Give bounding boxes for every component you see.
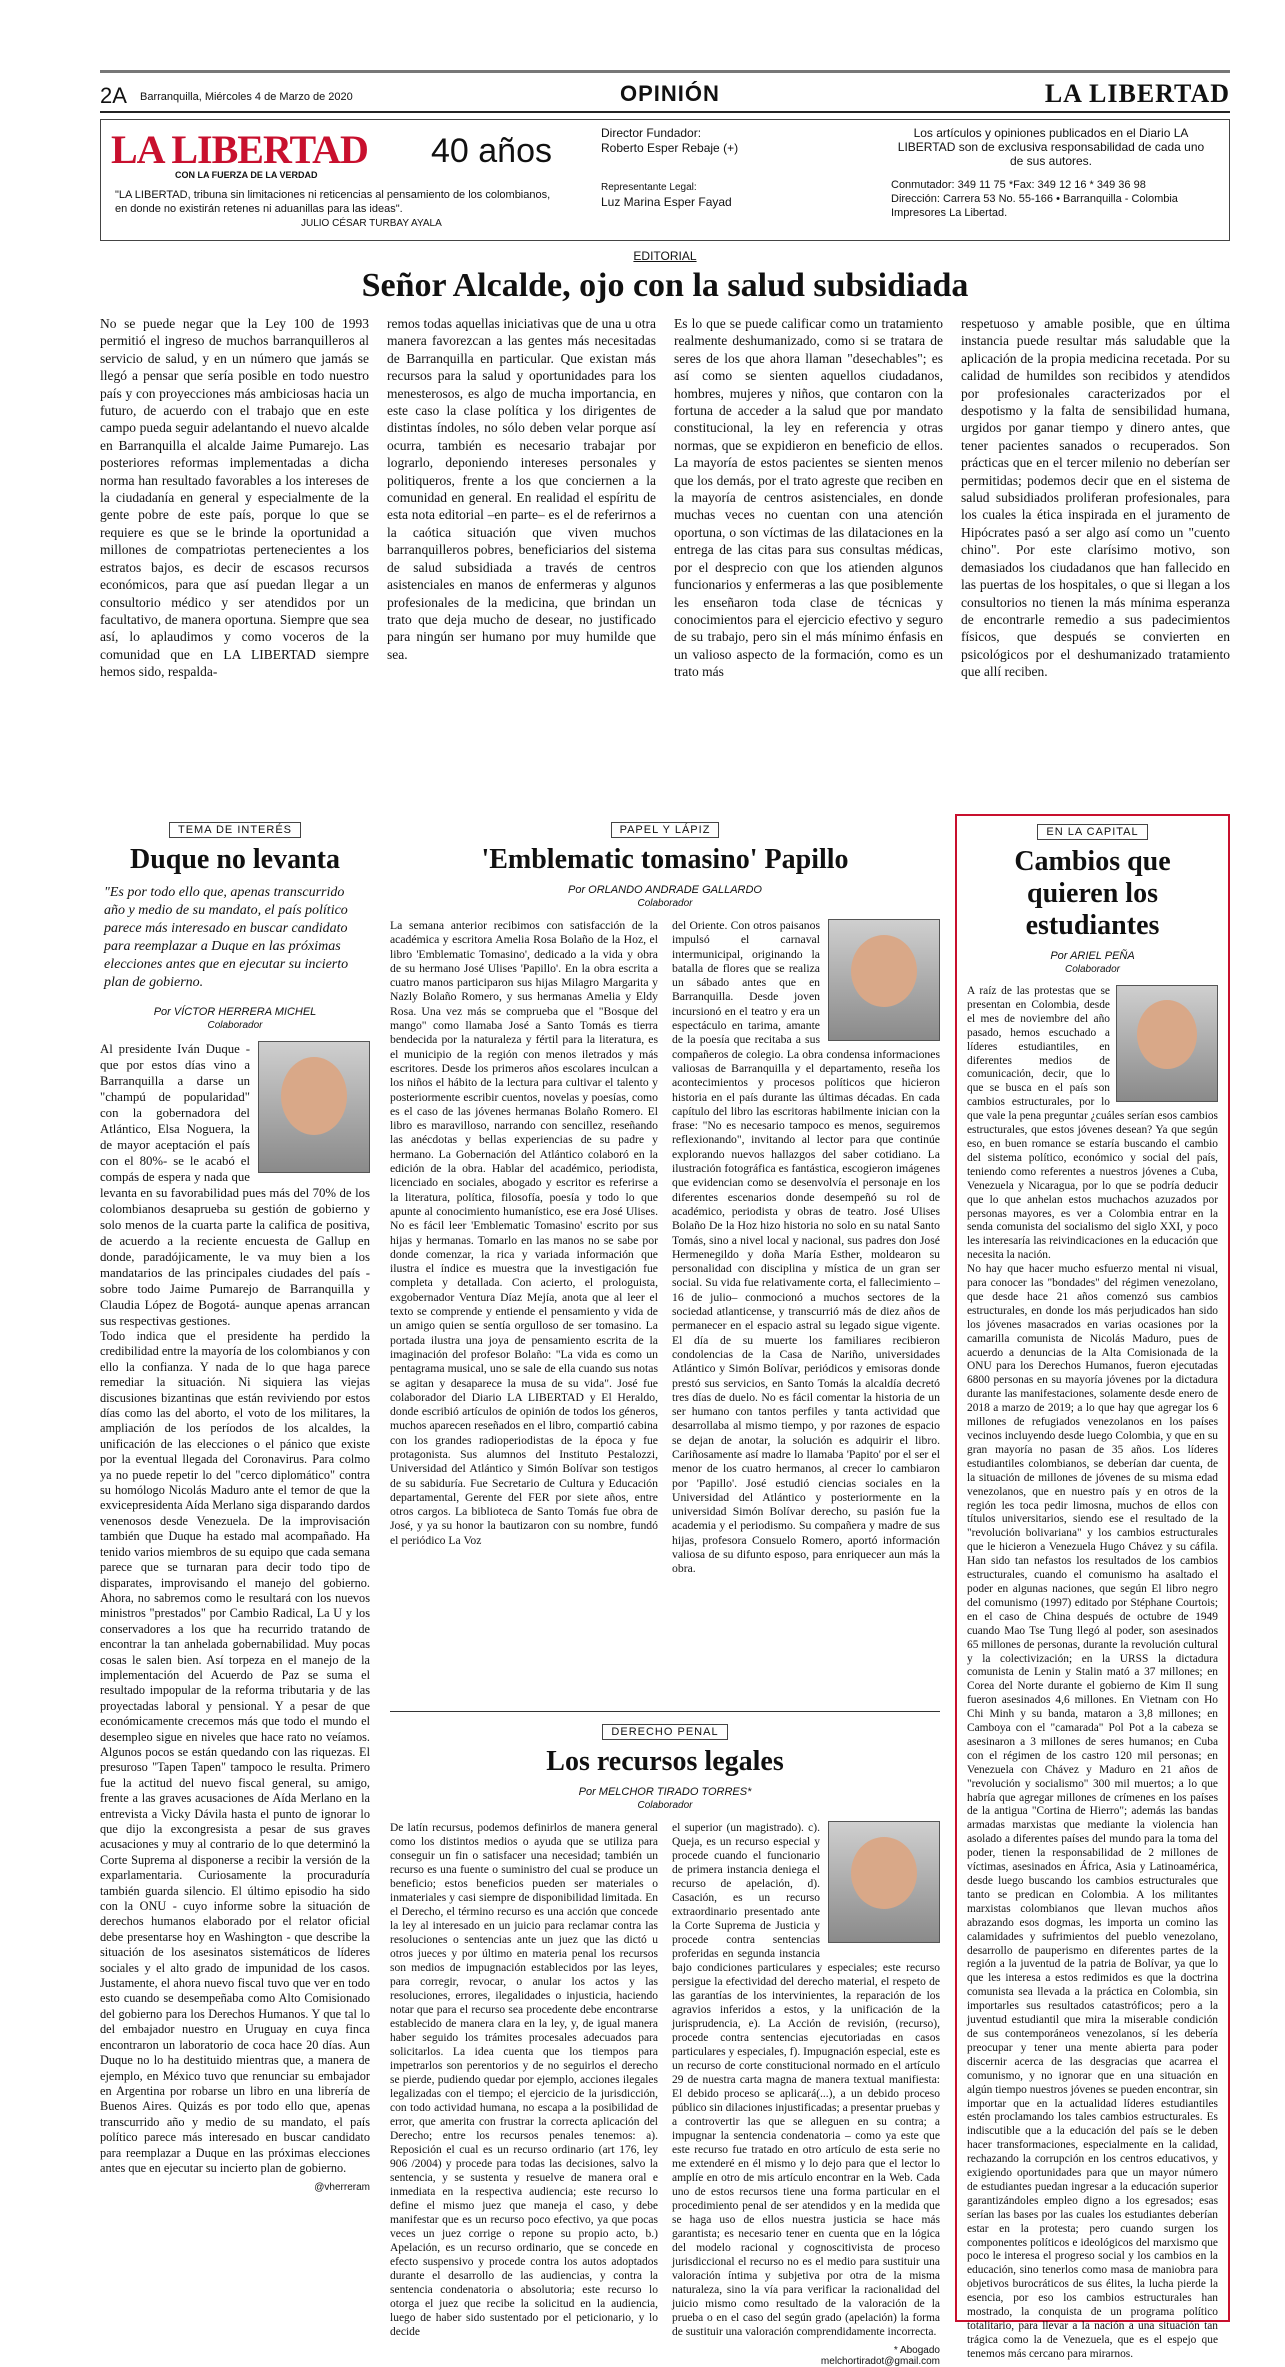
lower-articles xyxy=(100,820,1230,2367)
editorial-col-3: Es lo que se puede calificar como un tratamiento realmente deshumanizado, como si se tratara de seres de los que ahora llaman "desechables"; es así como se sienten aquellos ciudadanos, hombres, mujeres y niños, que contaron con la fortuna de acceder a la salud que por mandato constitucional, la ley en referencia y otras normas, que se expidieron en beneficio de ellos. La mayoría de estos pacientes se sienten menos que los demás, por el trato agreste que reciben en la mayoría de centros asistenciales, en donde muchas veces no cuentan con una atención oportuna, o son víctimas de las dilataciones en la entrega de las citas para sus consultas médicas, por el desprecio con que los atienden algunos funcionarios y enfermeras a las que posiblemente les enseñaron toda clase de técnicas y conocimientos para el ejercicio efectivo y seguro de su trabajo, pero sin el más mínimo énfasis en un valioso aspecto de la formación, como es un trato más xyxy=(674,316,943,680)
responsibility-note: Los artículos y opiniones publicados en el Diario LA LIBERTAD son de exclusiva responsabilidad de cada uno de sus autores. xyxy=(897,126,1205,168)
editorial-col-1: No se puede negar que la Ley 100 de 1993 permitió el ingreso de muchos barranquilleros al servicio de salud, y en un número que jamás se llegó a pensar que sería posible en todo nuestro país y con proyecciones más ambiciosas hacia un futuro, de acuerdo con el trabajo que en este campo pueda seguir adelantando el nuevo alcalde en Barranquilla el alcalde Jaime Pumarejo. Las posteriores reformas implementadas a dicha norma han resultado favorables a los intereses de la ciudadanía en general y especialmente de la gente pobre de este país, porque lo que se requiere es que se le brinde la oportunidad a millones de compatriotas pertenecientes a los estratos bajos, es decir de escasos recursos económicos, para que así puedan llegar a un consultorio médico y ser atendidos por un facultativo, de manera oportuna. Siempre que sea así, lo aplaudimos y como voceros de la comunidad que en LA LIBERTAD siempre hemos sido, respalda- xyxy=(100,316,369,680)
editorial-col-4: respetuoso y amable posible, que en última instancia puede resultar más saludable que la aplicación de la propia medicina recetada. Por su calidad de humildes son recibidos y atendidos por profesionales caracterizados por el despotismo y la falta de sensibilidad humana, urgidos por ganar tiempo y dinero antes, que tener pacientes sanados o recuperados. Son prácticas que en el tercer milenio no deberían ser permitidas; podemos decir que en el sistema de salud subsidiados proliferan profesionales, para los cuales la ética inspirada en el juramento de Hipócrates pasó a ser algo así como un "cuento chino". Por este clarísimo motivo, son demasiados los ciudadanos que han fallecido en las puertas de los hospitales, o que si llegan a los consultorios no tienen la más mínima esperanza de encontrarle remedio a sus padecimientos físicos, que después se convierten en psicológicos por el deshumanizado tratamiento que allí reciben. xyxy=(961,316,1230,680)
article-role: Colaborador xyxy=(207,1020,263,1031)
legal-name: Luz Marina Esper Fayad xyxy=(601,195,732,209)
article-columns xyxy=(390,1821,940,2367)
article-body-intro: Al presidente Iván Duque -que por estos días vino a Barranquilla a darse un "champú de popularidad" con la gobernadora del Atlántico, Elsa Noguera, la de mayor aceptación el país con el 80%- se le acabó el compás de espera y nada que levanta en su favorabilidad pues más del 70% de los colombianos desaprueba su gestión de gobierno y solo menos de la cuarta parte la califica de positiva, de acuerdo a la reciente encuesta de Gallup en donde, paradójicamente, le va muy bien a los mandatarios de las principales ciudades del país -sobre todo Jaime Pumarejo de Barranquilla y Claudia López de Bogotá- aunque apenas arrancan sus respectivas gestiones. xyxy=(100,1042,370,1328)
article-lead: "Es por todo ello que, apenas transcurrido año y medio de su mandato, el país político parece más interesado en buscar candidato para reemplazar a Duque en las próximas elecciones antes que en ejecutar su incierto plan de gobierno. xyxy=(104,885,349,990)
author-photo xyxy=(828,919,940,1041)
article-body: No hay que hacer mucho esfuerzo mental ni visual, para conocer las "bondades" del régimen venezolano, que desde hace 21 años comenzó sus cambios estructurales, en donde los más perjudicados han sido los jóvenes masacrados en varias ocasiones por la camarilla comunista de Nicolás Maduro, pues de acuerdo a denuncias de la Alta Comisionada de la ONU para los Derechos Humanos, fueron ejecutadas 6800 personas en su mayoría jóvenes por la dictadura durante las manifestaciones, solamente desde enero de 2018 a marzo de 2019; a lo que hay que agregar los 6 millones de refugiados venezolanos en los países vecinos incluyendo desde luego Colombia, y que en su gran mayoría no pasan de 35 años. Los líderes estudiantiles colombianos, se deberían dar cuenta, de la situación de millones de jóvenes de su misma edad venezolanos, que en nuestro país y en otros de la región les toca pedir limosna, muchos de ellos con títulos universitarios, siendo ese el resultado de la "revolución bolivariana" y los cambios estructurales que le hicieron a Venezuela Hugo Chávez y su cáfila. Han sido tan nefastos los resultados de los cambios estructurales, cuando el comunismo ha asaltado el poder en algunas naciones, que según El libro negro del comunismo (1997) editado por Stéphane Courtois; en el caso de China después de octubre de 1949 cuando Mao Tse Tung llegó al poder, son asesinados 65 millones de personas, durante la revolución cultural y la colectivización; en la URSS la dictadura comunista de Lenin y Stalin mató a 37 millones; en Corea del Norte durante el gobierno de Kim Il sung fueron asesinados 4,6 millones. En Vietnam con Ho Chi Minh y su banda, mataron a 3,8 millones; en Camboya con el "camarada" Pol Pot a la cabeza se asesinaron a 3 millones de seres humanos; en Cuba con el régimen de los castro 120 mil personas; en Venezuela con Chávez y Maduro en 21 años de "revolución y socialismo" 300 mil muertos; a lo que habría que agregar millones de crímenes en los países de la antigua "Cortina de Hierro"; además las bandas armadas marxistas que mediante la violencia han asolado a diferentes países del mundo para la toma del poder, tienen la responsabilidad de 2 millones de víctimas, asesinados en África, Asia y Latinoamérica, desde luego buscando los cambios estructurales que tanto se predican en Colombia. A los militantes marxistas colombianos que llevan muchos años abrazando esos dogmas, les importa un comino las calamidades y sufrimientos del pueblo venezolano, desarrollo de pauperismo en diferentes partes de la región a la juventud de la patria de Bolívar, ya que lo que les interesa a estos redimidos es que la doctrina comunista sea llevada a la práctica en Colombia, sin importarles sus resultados catastróficos; pero a la juventud estudiantil que mira la miserable condición de sus contemporáneos venezolanos, sí les debería preocupar y tener una mente abierta para poder discernir acerca de las desgracias que acarrea el comunismo, y no ignorar que en una situación en algún tiempo nuestros jóvenes se pueden encontrar, sin importar que en la actualidad líderes estudiantiles estén proclamando los tales cambios estructurales. Es indiscutible que a la educación del país se le deben hacer transformaciones, especialmente en la calidad, rechazando la corrupción en los centros educativos, y exigiendo oportunidades para que un mayor número de estudiantes puedan ingresar a la educación superior garantizándoles empleo digno a los egresados; esas serían las bases por las cuales los estudiantes deberían estar en la protesta; pero cuando surgen los componentes políticos e ideológicos del marxismo que poco le interesa el progreso social y los cambios en la educación, sino tenerlos como masa de maniobra para objetivos burocráticos de sus élites, la lucha pierde la esencia, por eso los cambios estructurales han mostrado, la conquista de un programa político totalitario, para llevar a la nación a una situación tan trágica como la de Venezuela, que es el espejo que tenemos más cercano para mirarnos. xyxy=(967,1263,1218,2360)
article-col-2: el superior (un magistrado). c). Queja, es un recurso especial y procede cuando el funcionario de primera instancia deniega el recurso de apelación, d). Casación, es un recurso extraordinario presentado ante la Corte Suprema de Justicia y procede contra sentencias proferidas en segunda instancia bajo condiciones particulares y especiales; este recurso persigue la efectividad del derecho material, el respeto de las garantías de los intervinientes, la reparación de los agravios inferidos a estos, y la unificación de la jurisprudencia, e). La Acción de revisión, (recurso), procede contra sentencias ejecutoriadas en casos particulares y especiales, f). Impugnación especial, este es un recurso de corte constitucional normado en el artículo 29 de nuestra carta magna de manera textual manifiesta: El debido proceso se aplicará(...), a un debido proceso público sin dilaciones injustificadas; a presentar pruebas y a controvertir las que se alleguen en su contra; a impugnar la sentencia condenatoria – como ya este que este recurso fue tratado en otro artículo de esta serie no me extenderé en él mismo y lo dejo para que el lector lo amplíe en otro de mis artículo encontrar en la Web. Cada uno de estos recursos tiene una forma particular en el procedimiento penal de ser atendidos y en la medida que se haga uso de ellos nuestra justicia se hace más garantista; es necesario tener en cuenta que en la lógica del modelo racional y cognoscitivista de proceso jurisdiccional el recurso no es el medio para sustituir una valoración íntima y subjetiva por otra de la misma naturaleza, sino la vía para verificar la racionalidad del juicio mismo como resultado de la valoración de la prueba o en el caso del según grado (apelación) la forma de sustituir una valoración comprendidamente incorrecta. xyxy=(672,1822,940,2338)
article-title: Los recursos legales xyxy=(546,1746,784,1777)
divider xyxy=(100,111,1230,113)
article-cambios xyxy=(955,814,1230,2360)
article-kicker: EN LA CAPITAL xyxy=(1037,824,1147,840)
phone-info: Conmutador: 349 11 75 *Fax: 349 12 16 * 349 36 98 xyxy=(891,179,1146,191)
article-kicker: PAPEL Y LÁPIZ xyxy=(611,822,720,838)
author-handle: @vherreram xyxy=(314,2182,370,2194)
staff-info xyxy=(601,126,738,210)
editorial-kicker: EDITORIAL xyxy=(633,249,697,263)
director-label: Director Fundador: xyxy=(601,126,702,140)
director-name: Roberto Esper Rebaje (+) xyxy=(601,141,739,155)
article-byline: Por ORLANDO ANDRADE GALLARDO xyxy=(568,884,762,896)
brand-name: LA LIBERTAD xyxy=(1044,79,1230,108)
editorial-body xyxy=(100,315,1230,681)
article-col-2-wrap xyxy=(672,1821,940,2367)
masthead xyxy=(100,119,1230,241)
top-bar xyxy=(100,70,1230,109)
article-title: Duque no levanta xyxy=(129,844,341,875)
tagline: CON LA FUERZA DE LA VERDAD xyxy=(175,170,318,180)
author-note: * Abogado xyxy=(893,2345,940,2356)
address-info: Dirección: Carrera 53 No. 55-166 • Barranquilla - Colombia xyxy=(891,193,1178,205)
article-title: 'Emblematic tomasino' Papillo xyxy=(481,844,849,875)
article-col-2-wrap xyxy=(672,919,940,1701)
article-byline: Por MELCHOR TIRADO TORRES* xyxy=(578,1786,752,1798)
article-byline: Por ARIEL PEÑA xyxy=(1050,950,1135,962)
article-duque xyxy=(100,820,370,2320)
author-email: melchortiradot@gmail.com xyxy=(820,2356,940,2367)
article-kicker: TEMA DE INTERÉS xyxy=(169,822,301,838)
article-role: Colaborador xyxy=(637,898,693,909)
article-col-2: del Oriente. Con otros paisanos impulsó el carnaval intermunicipal, originando la batalla de flores que se realiza un sábado antes que en Barranquilla. Desde joven incursionó en el teatro y era un espectáculo en tarima, amante de la poesía que recitaba a sus compañeros de colegio. La obra condensa informaciones valiosas de Barranquilla y el departamento, reseña los acontecimientos y procesos políticos que hicieron historia en el país durante las últimas décadas. En cada capítulo del libro las escritoras habilmente inician con la frase: "No es necesario tampoco es menos, seguiremos reflexionando", invitando al lector para que continúe explorando nuevos hallazgos del saber cotidiano. La ilustración fotográfica es fantástica, escogieron imágenes que evidencian como se desenvolvía el personaje en los diferentes escenarios donde desempeñó su rol de académico, periodista y obras de teatro. José Ulises Bolaño De la Hoz hizo historia no solo en su natal Santo Tomás, sino a nivel local y nacional, sus padres don José Hermenegildo y doña María Esther, moldearon su personalidad con disciplina y mística de un gran ser social. Su vida fue relativamente corta, el fallecimiento –16 de julio– conmocionó a muchos sectores de la sociedad atlanticense, y transcurrió más de diez años de permanecer en el espacio astral su legado sigue vigente. El día de su muerte los familiares recibieron condolencias de la Casa de Nariño, universidades Atlántico y Simón Bolívar, periódicos y emisoras donde prestó sus servicios, en Santo Tomás la alcaldía decretó tres días de duelo. No es fácil comentar la historia de un ser humano con tantos perfiles y tanta actividad que desarrollaba al mismo tiempo, y por razones de espacio se dejan de anotar, la solución es adquirir el libro. Cariñosamente así madre lo llamaba 'Papito' por el ser el menor de los cuatro hermanos, al crecer lo cambiaron por 'Papillo'. José estudió ciencias sociales en la Universidad del Atlántico y posteriormente en la universidad Simón Bolívar derecho, su pasión fue la academia y el periodismo. Su compañera y madre de sus hijas, profesora Consuelo Romero, aportó información valiosa de su difunto esposo, para enriquecer aun más la obra. xyxy=(672,919,940,1576)
article-body: Todo indica que el presidente ha perdido la credibilidad entre la mayoría de los colombianos y con ello la confianza. Y nada de lo que haga parece remediar la situación. Ni siquiera las viejas discusiones bizantinas que están reviviendo por estos días como las del aborto, el voto de los militares, la ampliación de los períodos de los alcaldes, la unificación de las elecciones o el pánico que existe por la eventual llegada del Coronavirus. Para colmo ya no puede repetir lo del "cerco diplomático" contra su homólogo Nicolás Maduro ante el temor de que la exvicepresidenta Aída Merlano siga disparando dardos venenosos desde Venezuela. De la improvisación también que Duque ha estado mal acompañado. Ha tenido varios miembros de su equipo que cada semana parece que se turnaran para decir todo tipo de disparates, improvisando el manejo del gobierno. Ahora, no sabremos como le resultará con los nuevos ministros "prestados" por Cambio Radical, La U y los conservadores a los que ha recurrido tratando de encontrar la tan anhelada gobernabilidad. Muy pocas cosas le salen bien. Así torpeza en el manejo de la implementación del Acuerdo de Paz se suma el resultado impopular de la reforma tributaria y de las proyectadas laboral y pensional. Y a pesar de que económicamente crecemos más que todo el mundo el desempleo sigue en niveles que hace rato no veíamos. Algunos pocos se están quedando con las riquezas. El presuroso "Tapen Tapen" tampoco le resulta. Primero fue la actitud del nuevo fiscal general, su amigo, frente a las graves acusaciones de Aída Merlano en la entrevista a Vicky Dávila hasta el punto de ignorar lo que dijo la excongresista a pesar de sus graves acusaciones y muy al contrario de lo que determinó la Corte Suprema al disponerse a recibir la versión de la exparlamentaria. Curiosamente la procuraduría también guarda silencio. El último episodio ha sido con la ONU - cuyo informe sobre la situación de derechos humanos elaborado por el relator oficial debe presentarse hoy en Washington - que describe la situación de los asesinatos sistemáticos de líderes sociales y el alto grado de impunidad de los casos. Justamente, el ahora nuevo fiscal tuvo que ver en todo esto cuando se desempeñaba como Alto Comisionado del gobierno para los Derechos Humanos. Y que tal lo del embajador nuestro en Uruguay en cuya finca encontraron un laboratorio de coca hace 20 días. Aun Duque no lo ha destituido mientras que, a manera de ejemplo, en México tuvo que renunciar su embajador en Argentina por robarse un libro en una librería de Buenos Aires. Quizás es por todo ello que, apenas transcurrido año y medio de su mandato, el país político parece más interesado en buscar candidato para reemplazar a Duque en las próximas elecciones antes que en ejecutar su incierto plan de gobierno. xyxy=(100,1329,370,2175)
article-title: Cambios que quieren los estudiantes xyxy=(1014,846,1171,941)
anniversary: 40 años xyxy=(431,132,552,170)
article-kicker: DERECHO PENAL xyxy=(602,1724,727,1740)
legal-label: Representante Legal: xyxy=(601,182,697,193)
author-photo xyxy=(1116,985,1218,1102)
author-photo xyxy=(258,1041,370,1173)
newspaper-page xyxy=(100,70,1230,2367)
page-number: 2A xyxy=(100,83,127,108)
editorial-title: Señor Alcalde, ojo con la salud subsidiada xyxy=(361,267,969,304)
newspaper-logo: LA LIBERTAD xyxy=(111,127,368,172)
contact-info xyxy=(891,178,1211,220)
issue-date: Barranquilla, Miércoles 4 de Marzo de 2020 xyxy=(140,91,353,103)
section-title: OPINIÓN xyxy=(620,81,720,106)
article-col-1: De latín recursus, podemos definirlos de manera general como los distintos medios o ayuda que se utiliza para conseguir un fin o satisfacer una necesidad; también un recurso es una fuente o suministro del cual se produce un beneficio; estos beneficios pueden ser materiales o inmateriales y casi siempre de disponibilidad limitada. En el Derecho, el término recurso es una acción que concede la ley al interesado en un juicio para reclamar contra las resoluciones o sentencias ante un juez que las dictó u otros jueces y por último en materia penal los recursos son medios de impugnación establecidos por las leyes, para corregir, revocar, o anular los actos y las resoluciones, errores, ilegalidades o injusticia, haciendo notar que para el recurso sea procedente debe encontrarse establecido de manera clara en la ley, y, de igual manera haber seguido los trámites procesales adecuados para solicitarlos. La idea cuenta que los tiempos para impetrarlos son perentorios y de no seguirlos el derecho se pierde, pudiendo quedar por ejemplo, acciones ilegales legalizadas con el tiempo; el ejercicio de la jurisdicción, con todo actividad humana, no escapa a la posibilidad de error, que amerita con frustrar la correcta aplicación del Derecho; entre los recursos penales tenemos: a). Reposición el cual es un recurso ordinario (art 176, ley 906 /2004) y procede para todas las decisiones, salvo la sentencia, y se sustenta y resuelve de manera oral e inmediata en la respectiva audiencia; este recurso lo define el mismo juez que maneja el caso, y debe manifestar que es un recurso poco efectivo, ya que pocas veces un juez corrige o repone su propio acto, b.) Apelación, es un recurso ordinario, que se concede en efecto suspensivo y procede contra los autos adoptados durante el desarrollo de las audiencias, y contra la sentencia condenatoria o absolutoria; este recurso lo otorga el juez que recibe la solicitud en la audiencia, luego de haber sido sustentado por el peticionario, y lo decide xyxy=(390,1822,658,2338)
author-photo xyxy=(828,1821,940,1943)
article-byline: Por VÍCTOR HERRERA MICHEL xyxy=(153,1006,317,1018)
printer-info: Impresores La Libertad. xyxy=(891,207,1008,219)
article-papillo xyxy=(390,820,940,2367)
editorial-col-2: remos todas aquellas iniciativas que de una u otra manera favorezcan a las gentes más necesitadas de Barranquilla en particular. Que existan más recursos para la salud y oportunidades para los menesterosos, es algo de mucha importancia, en este caso la clase política y los dirigentes de distintas índoles, no sólo deben velar porque así ocurra, también es necesario trabajar por lograrlo, deponiendo intereses personales y politiqueros, frente a los que conciernen a la comunidad en general. En realidad el espíritu de esta nota editorial –en parte– es el de referirnos a la caótica situación que viven muchos barranquilleros pobres, beneficiarios del sistema de salud subsidiada a través de centros asistenciales en manos de enfermeras y algunos profesionales de la medicina, que brindan un trato que deja mucho de desear, no justificado para ningún ser humano por muy humilde que sea. xyxy=(387,316,656,662)
founder-quote: "LA LIBERTAD, tribuna sin limitaciones ni reticencias al pensamiento de los colombianos, en donde no existirán retenes ni aduanillas para las ideas". xyxy=(115,189,551,215)
article-body-intro: A raíz de las protestas que se presentan en Colombia, desde el mes de noviembre del año pasado, hemos escuchado a líderes estudiantiles, en diferentes medios de comunicación, decir, que lo que se busca en el país son cambios estructurales, por lo que vale la pena preguntar ¿cuáles serían esos cambios estructurales, que estos jóvenes desean? Ya que según eso, en buen romance se estaría buscando el cambio del sistema político, económico y social del país, teniendo como referentes a nuestros jóvenes a Cuba, Venezuela y Nicaragua, por lo que se podría deducir que lo que anhelan estos muchachos azuzados por personas mayores, es ver a Colombia entrar en la senda comunista del socialismo del siglo XXI, y poco les interesaría las reivindicaciones en la educación que necesita la nación. xyxy=(967,985,1218,1262)
quote-author: JULIO CÉSAR TURBAY AYALA xyxy=(301,218,442,229)
article-role: Colaborador xyxy=(1064,964,1121,975)
article-col-1: La semana anterior recibimos con satisfacción de la académica y escritora Amelia Rosa Bolaño de la Hoz, el libro 'Emblematic Tomasino', dedicado a la vida y obra de su hermano José Ulises 'Papillo'. En la obra escrita a cuatro manos participaron sus hijas Milagro Margarita y Nazly Bolaño Romero, y sus hermanas Amelia y Eldy Rosa. Una vez más se comprueba que el "Bosque del mango" como llamaba José a Santo Tomás es tierra bendecida por la naturaleza y fértil para la literatura, es el municipio de la región con menos iletrados y más escritores. Desde los primeros años escolares inculcan a los niños el hábito de la lectura para cultivar el talento y posteriormente escribir cuentos, novelas y poesías, como es el caso de las jóvenes hermanas Bolaño Romero. El libro es maravilloso, narrando con sencillez, reseñando las anécdotas y bellas experiencias de su padre y hermano. La Gobernación del Atlántico colaboró en la edición de la obra. Hablar del académico, periodista, licenciado en sociales, abogado y escritor es referirse a la literatura, política, filosofía, poesía y todo lo que apunte al conocimiento humanístico, ese era José Ulises. No es fácil leer 'Emblematic Tomasino' escrito por sus hijas y hermanas. Tomarlo en las manos no se sabe por donde comenzar, la rica y variada información que ilustra el índice es muestra que la investigación fue completa y detallada. Con acierto, el prologuista, exgobernador Ventura Díaz Mejía, anota que al leer el texto se comprende y entiende el pensamiento y vida de un amigo quien se sentía orgulloso de ser tomasino. La portada ilustra una joya de pensamiento escrita de la imaginación del profesor Bolaño: "La vida es como un pentagrama musical, uno se sale de ella cuando sus notas se agitan y desaparece la musa de su vida". José fue colaborador del Diario LA LIBERTAD y El Heraldo, donde escribió artículos de opinión de todos los géneros, muchos aparecen reseñados en el libro, compartió cabina con los grandes radioperiodistas de la época y fue protagonista. Sus alumnos del Instituto Pestalozzi, Universidad del Atlántico y Simón Bolívar son testigos de su sabiduría. Fue Secretario de Cultura y Educación departamental, Gerente del FER por siete años, entre otros cargos. La biblioteca de Santo Tomás fue obra de José, y ya su honor la bautizaron con su nombre, fundó el periódico La Voz xyxy=(390,919,658,1547)
divider xyxy=(390,1711,940,1712)
article-columns xyxy=(390,919,940,1701)
article-role: Colaborador xyxy=(637,1800,693,1811)
